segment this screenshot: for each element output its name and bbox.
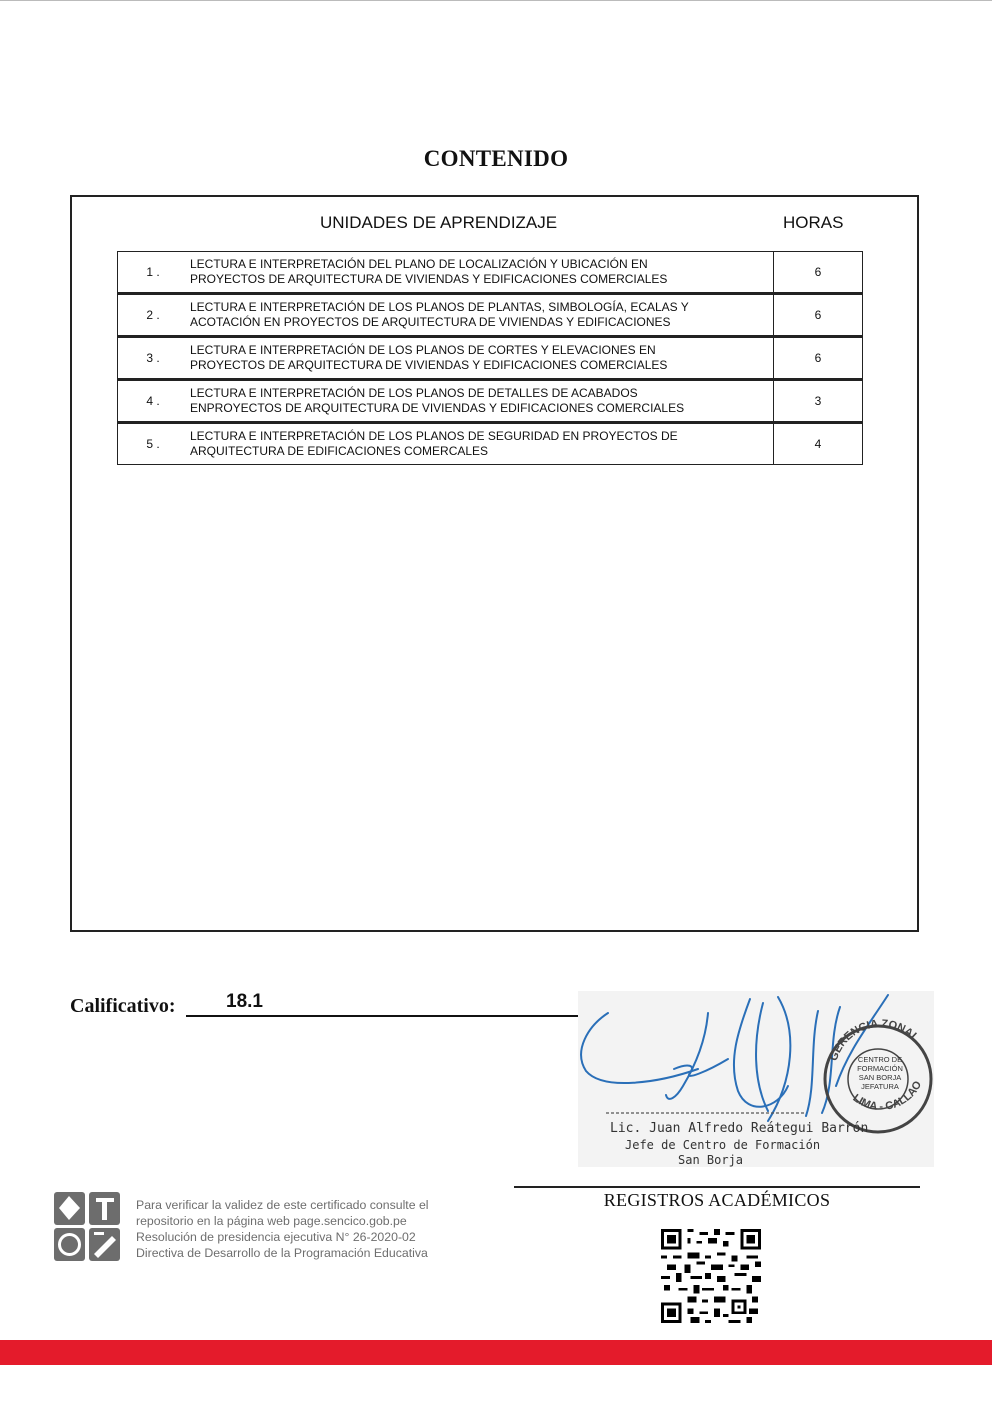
- unit-description: [188, 423, 774, 465]
- unit-description-line: LECTURA E INTERPRETACIÓN DE LOS PLANOS DE SEGURIDAD EN PROYECTOS DE: [190, 428, 678, 443]
- table-row: [118, 423, 863, 465]
- verification-line: repositorio en la página web page.sencico.gob.pe: [136, 1214, 407, 1228]
- unit-description: [188, 380, 774, 423]
- verification-line: Resolución de presidencia ejecutiva N° 26-2020-02: [136, 1230, 416, 1244]
- unit-description-line: ACOTACIÓN EN PROYECTOS DE ARQUITECTURA DE VIVIENDAS Y EDIFICACIONES: [190, 315, 671, 329]
- unit-description: [188, 252, 774, 294]
- unit-hours: 6: [774, 337, 863, 380]
- hours-column-header: HORAS: [783, 213, 844, 232]
- grade-underline: [186, 1015, 579, 1017]
- registry-label: REGISTROS ACADÉMICOS: [603, 1190, 831, 1210]
- unit-description-line: ARQUITECTURA DE EDIFICACIONES COMERCALES: [190, 444, 489, 458]
- verification-line: Para verificar la validez de este certificado consulte el: [136, 1198, 429, 1212]
- unit-hours: 4: [774, 423, 863, 465]
- stamp-line: CENTRO DE: [857, 1055, 903, 1064]
- seal-stamp-text: [821, 1013, 939, 1131]
- units-column-header: UNIDADES DE APRENDIZAJE: [320, 213, 558, 232]
- unit-number: 1 .: [118, 252, 189, 294]
- unit-hours: 3: [774, 380, 863, 423]
- units-table: [117, 251, 863, 465]
- grade-value: 18.1: [226, 991, 263, 1012]
- stamp-text-bottom: LIMA - CALLAO: [850, 1079, 925, 1113]
- unit-hours: 6: [774, 294, 863, 337]
- table-row: [118, 337, 863, 380]
- unit-description-line: PROYECTOS DE ARQUITECTURA DE VIVIENDAS Y EDIFICACIONES COMERCIALES: [190, 272, 668, 286]
- unit-description-line: ENPROYECTOS DE ARQUITECTURA DE VIVIENDAS Y EDIFICACIONES COMERCIALES: [190, 401, 685, 415]
- unit-description-line: LECTURA E INTERPRETACIÓN DE LOS PLANOS DE DETALLES DE ACABADOS: [190, 385, 638, 400]
- sencico-logo-icon: [54, 1192, 120, 1261]
- page-title: CONTENIDO: [423, 146, 569, 171]
- top-rule: [0, 0, 992, 1]
- table-row: [118, 252, 863, 294]
- unit-description-line: LECTURA E INTERPRETACIÓN DE LOS PLANOS DE PLANTAS, SIMBOLOGÍA, ECALAS Y: [190, 299, 689, 314]
- unit-description: [188, 294, 774, 337]
- unit-number: 4 .: [118, 380, 189, 423]
- signer-name: Lic. Juan Alfredo Reátegui Barrón: [610, 1121, 869, 1136]
- stamp-line: FORMACIÓN: [857, 1064, 903, 1073]
- unit-description-line: PROYECTOS DE ARQUITECTURA DE VIVIENDAS Y EDIFICACIONES COMERCIALES: [190, 358, 668, 372]
- table-row: [118, 380, 863, 423]
- qr-code-icon: [660, 1229, 762, 1323]
- verification-note: [136, 1197, 429, 1261]
- unit-hours: 6: [774, 252, 863, 294]
- signer-role: Jefe de Centro de Formación: [625, 1138, 821, 1152]
- signer-place: San Borja: [678, 1153, 744, 1167]
- table-row: [118, 294, 863, 337]
- unit-description-line: LECTURA E INTERPRETACIÓN DE LOS PLANOS DE CORTES Y ELEVACIONES EN: [190, 342, 656, 357]
- unit-description: [188, 337, 774, 380]
- stamp-text-top: GERENCIA ZONAL: [827, 1017, 922, 1063]
- grade-label: Calificativo:: [70, 995, 176, 1017]
- stamp-line: SAN BORJA: [858, 1073, 902, 1082]
- signature-rule: [514, 1186, 920, 1188]
- footer-red-band: [0, 1340, 992, 1365]
- unit-number: 2 .: [118, 294, 189, 337]
- unit-number: 5 .: [118, 423, 189, 465]
- unit-number: 3 .: [118, 337, 189, 380]
- unit-description-line: LECTURA E INTERPRETACIÓN DEL PLANO DE LOCALIZACIÓN Y UBICACIÓN EN: [190, 256, 648, 271]
- verification-line: Directiva de Desarrollo de la Programación Educativa: [136, 1246, 428, 1260]
- stamp-line: JEFATURA: [861, 1082, 899, 1091]
